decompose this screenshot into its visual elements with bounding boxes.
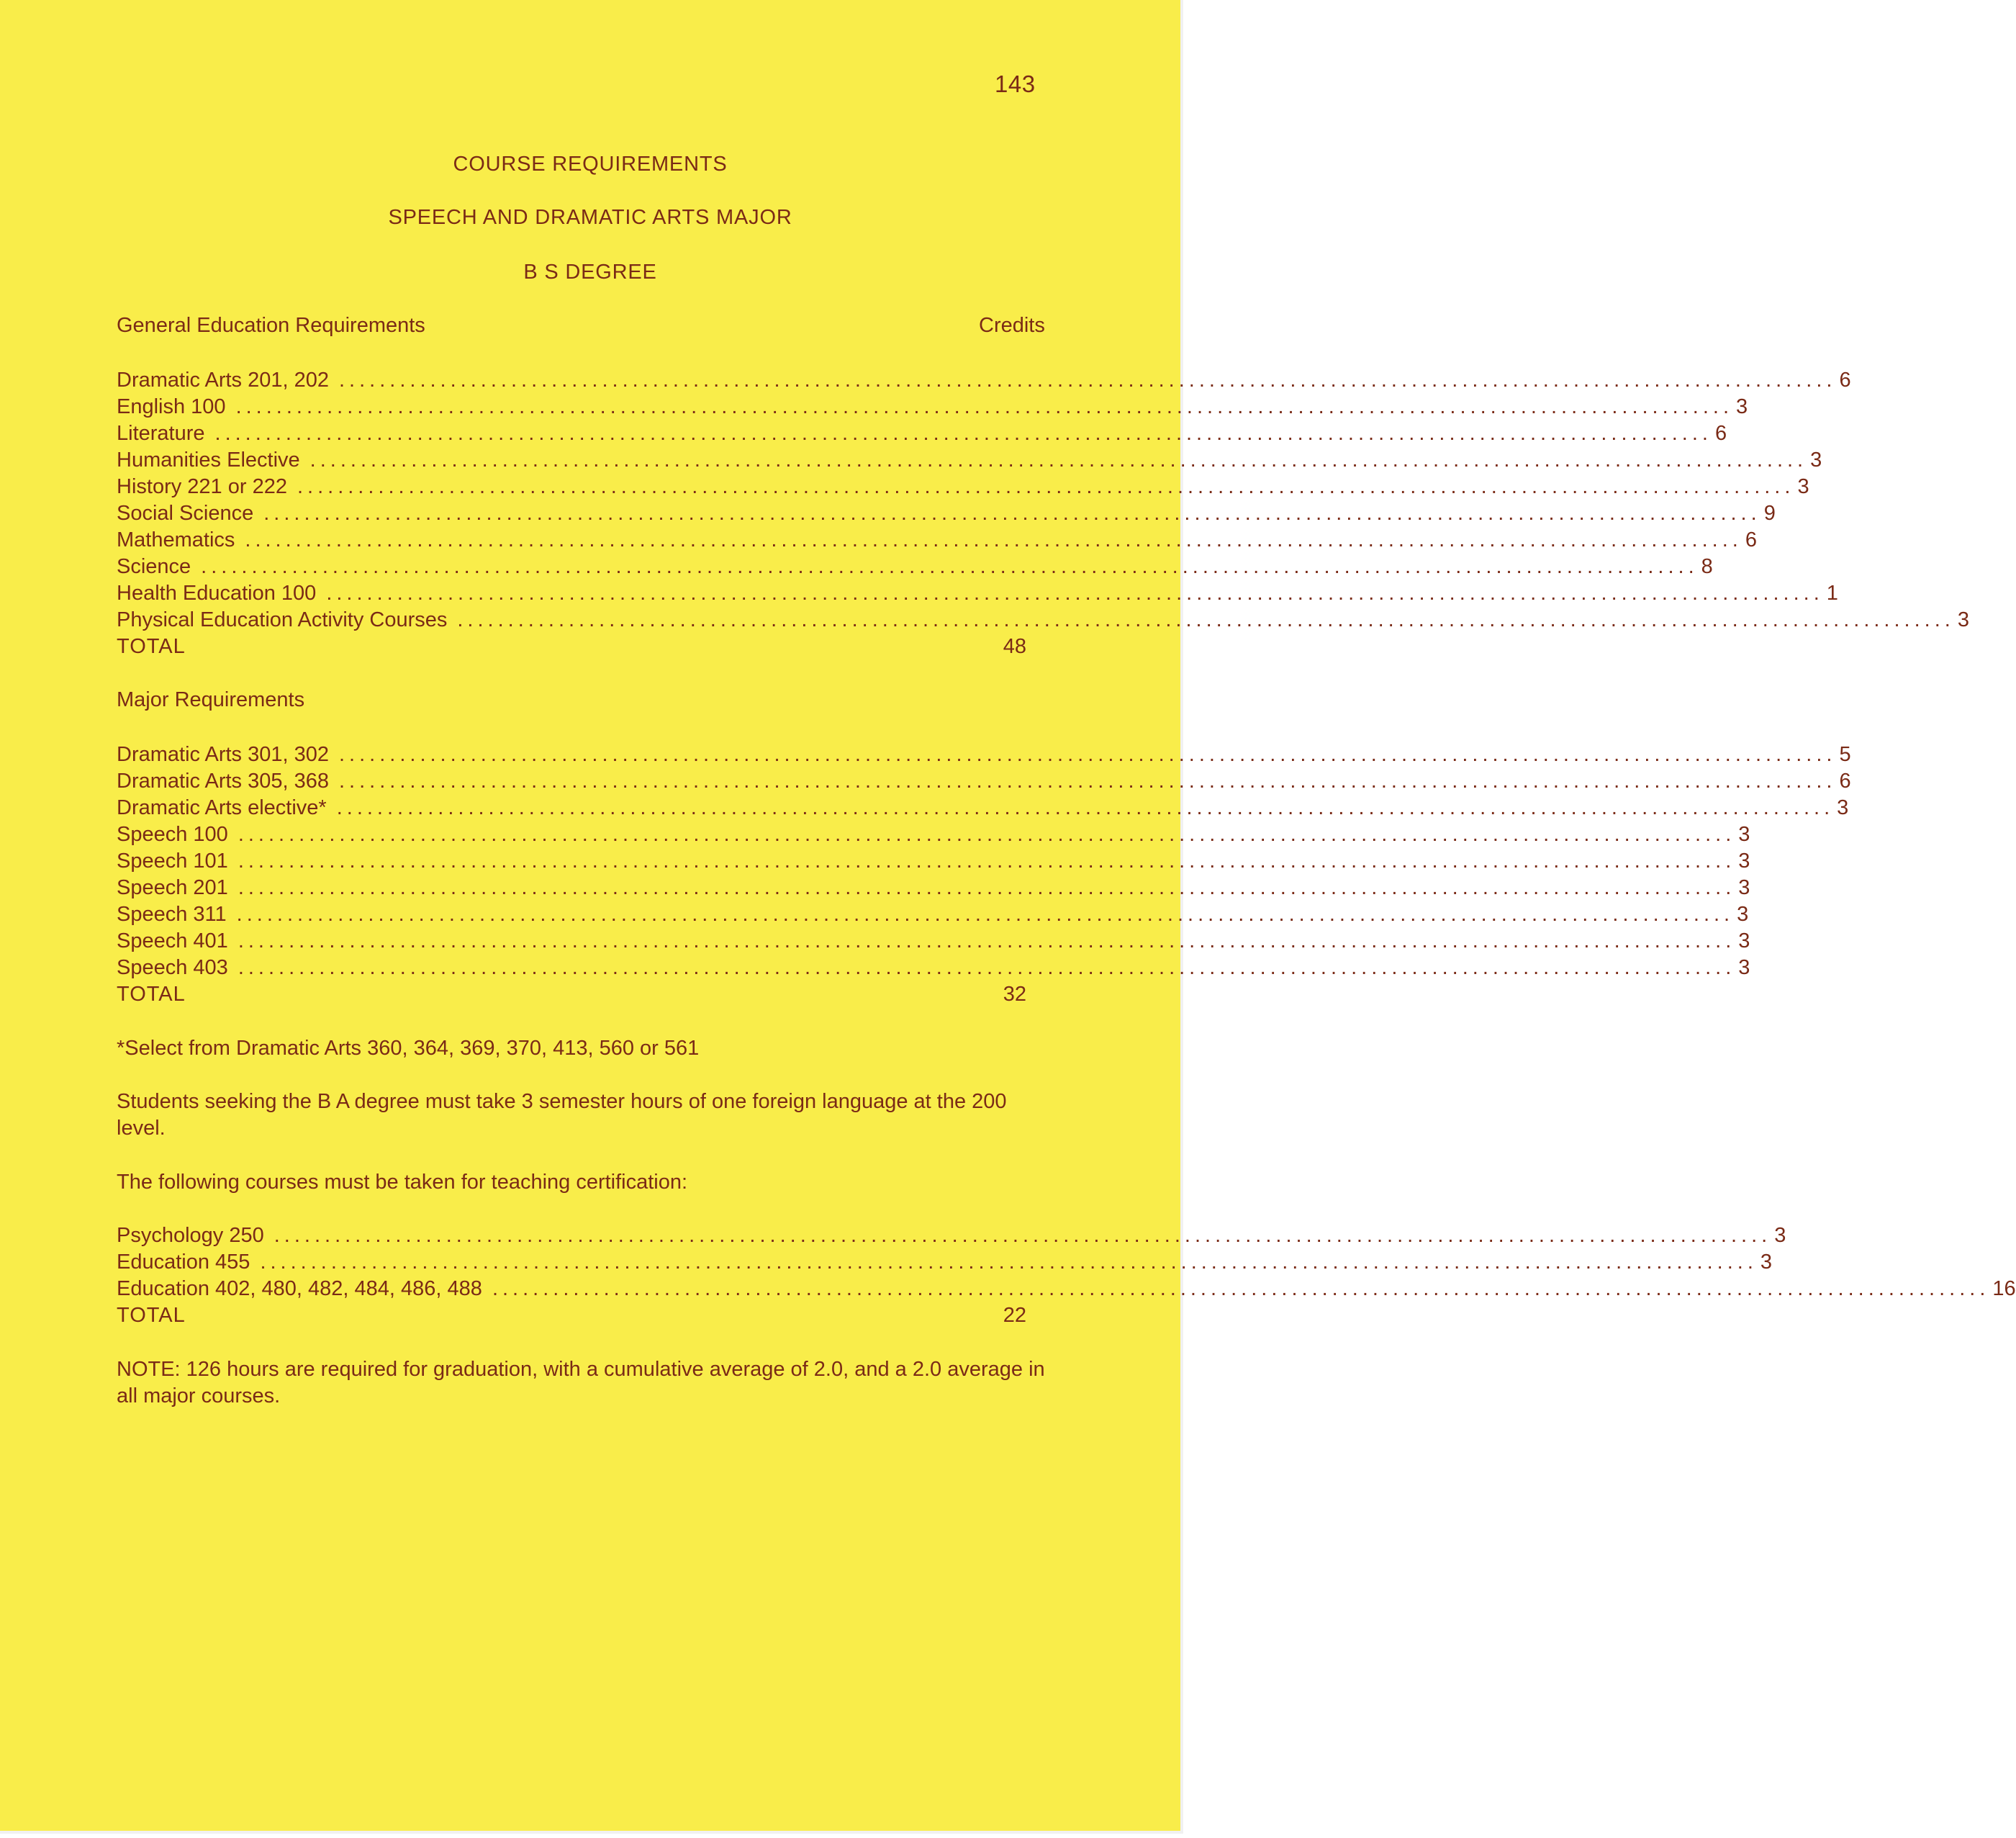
total-value: 22 [1003,1304,1026,1327]
course-label: Humanities Elective [117,449,300,472]
dot-leader: .................................................................................................................................................... [309,449,1808,472]
general-education-list [117,367,1969,660]
total-row [117,981,1026,1008]
elective-footnote: *Select from Dramatic Arts 360, 364, 369, 370, 413, 560 or 561 [117,1037,700,1060]
course-credits: 3 [1738,876,1750,899]
dot-leader: .................................................................................................................................................... [338,743,1837,766]
list-item [117,420,1727,447]
dot-leader: .................................................................................................................................................... [238,823,1736,846]
course-credits: 8 [1701,555,1713,578]
course-label: Mathematics [117,528,235,551]
course-credits: 3 [1737,903,1749,926]
course-label: English 100 [117,395,226,418]
course-credits: 6 [1839,369,1851,392]
course-label: Literature [117,422,205,445]
list-item [117,607,1969,634]
course-label: Speech 100 [117,823,228,846]
course-label: Dramatic Arts 301, 302 [117,743,329,766]
title-degree: B S DEGREE [523,261,657,284]
dot-leader: .................................................................................................................................................... [326,582,1824,605]
total-row [117,1302,1026,1329]
total-value: 32 [1003,983,1026,1006]
course-credits: 3 [1774,1224,1786,1247]
dot-leader: .................................................................................................................................................... [238,929,1736,952]
dot-leader: .................................................................................................................................................... [492,1277,1990,1300]
course-credits: 5 [1839,743,1851,766]
list-item [117,500,1776,527]
list-item [117,928,1750,955]
course-credits: 3 [1797,475,1809,498]
list-item [117,901,1749,928]
course-credits: 3 [1738,929,1750,952]
course-credits: 9 [1763,502,1776,525]
course-credits: 16 [1992,1277,2016,1300]
graduation-note: NOTE: 126 hours are required for graduation, with a cumulative average of 2.0, and a 2.0 average in all major courses. [117,1358,1045,1407]
title-course-requirements: COURSE REQUIREMENTS [453,153,728,176]
dot-leader: .................................................................................................................................................... [236,903,1735,926]
course-label: Dramatic Arts elective* [117,796,327,819]
dot-leader: .................................................................................................................................................... [238,876,1736,899]
course-credits: 6 [1839,770,1851,793]
list-item [117,1249,1773,1276]
course-label: Social Science [117,502,254,525]
course-label: Physical Education Activity Courses [117,608,448,631]
total-value: 48 [1003,635,1026,658]
dot-leader: .................................................................................................................................................... [245,528,1742,551]
list-item [117,768,1851,795]
list-item [117,795,1849,821]
course-label: Speech 101 [117,850,228,873]
course-label: Dramatic Arts 305, 368 [117,770,329,793]
list-item [117,848,1750,875]
dot-leader: .................................................................................................................................................... [235,395,1734,418]
certification-intro: The following courses must be taken for teaching certification: [117,1171,688,1194]
course-label: Health Education 100 [117,582,317,605]
course-credits: 3 [1738,850,1750,873]
list-item [117,554,1713,580]
total-label: TOTAL [117,1304,186,1327]
dot-leader: .................................................................................................................................................... [260,1251,1758,1274]
course-credits: 1 [1826,582,1838,605]
course-credits: 3 [1837,796,1849,819]
list-item [117,955,1750,981]
dot-leader: .................................................................................................................................................... [338,770,1837,793]
list-item [117,1276,2016,1302]
list-item [117,367,1851,394]
dot-leader: .................................................................................................................................................... [297,475,1795,498]
course-credits: 3 [1736,395,1748,418]
course-label: Education 455 [117,1251,250,1274]
list-item [117,527,1757,554]
page-number: 143 [995,71,1036,97]
certification-list [117,1222,2016,1329]
ba-degree-note: Students seeking the B A degree must take 3 semester hours of one foreign language at the 200 level. [117,1090,1007,1140]
title-major: SPEECH AND DRAMATIC ARTS MAJOR [388,206,792,229]
list-item [117,447,1822,474]
course-credits: 3 [1760,1251,1773,1274]
course-credits: 3 [1957,608,1969,631]
dot-leader: .................................................................................................................................................... [238,956,1736,979]
dot-leader: .................................................................................................................................................... [201,555,1699,578]
general-education-heading: General Education Requirements [117,314,425,337]
dot-leader: .................................................................................................................................................... [214,422,1712,445]
course-label: Speech 403 [117,956,228,979]
course-label: Speech 201 [117,876,228,899]
total-row [117,634,1026,660]
course-label: Dramatic Arts 201, 202 [117,369,329,392]
total-label: TOTAL [117,635,186,658]
course-label: History 221 or 222 [117,475,287,498]
credits-heading: Credits [979,314,1045,337]
list-item [117,394,1748,420]
course-label: Speech 401 [117,929,228,952]
course-label: Psychology 250 [117,1224,264,1247]
course-credits: 6 [1745,528,1757,551]
major-requirements-list [117,742,1851,1008]
course-label: Speech 311 [117,903,227,926]
dot-leader: .................................................................................................................................................... [274,1224,1772,1247]
dot-leader: .................................................................................................................................................... [336,796,1835,819]
total-label: TOTAL [117,983,186,1006]
course-credits: 3 [1738,956,1750,979]
dot-leader: .................................................................................................................................................... [457,608,1955,631]
list-item [117,821,1750,848]
list-item [117,474,1809,500]
course-credits: 3 [1810,449,1822,472]
list-item [117,580,1838,607]
course-label: Education 402, 480, 482, 484, 486, 488 [117,1277,482,1300]
course-label: Science [117,555,191,578]
list-item [117,1222,1786,1249]
dot-leader: .................................................................................................................................................... [338,369,1837,392]
list-item [117,742,1851,768]
dot-leader: .................................................................................................................................................... [238,850,1736,873]
list-item [117,875,1750,901]
dot-leader: .................................................................................................................................................... [263,502,1761,525]
course-credits: 3 [1738,823,1750,846]
major-requirements-heading: Major Requirements [117,688,305,711]
course-credits: 6 [1714,422,1727,445]
